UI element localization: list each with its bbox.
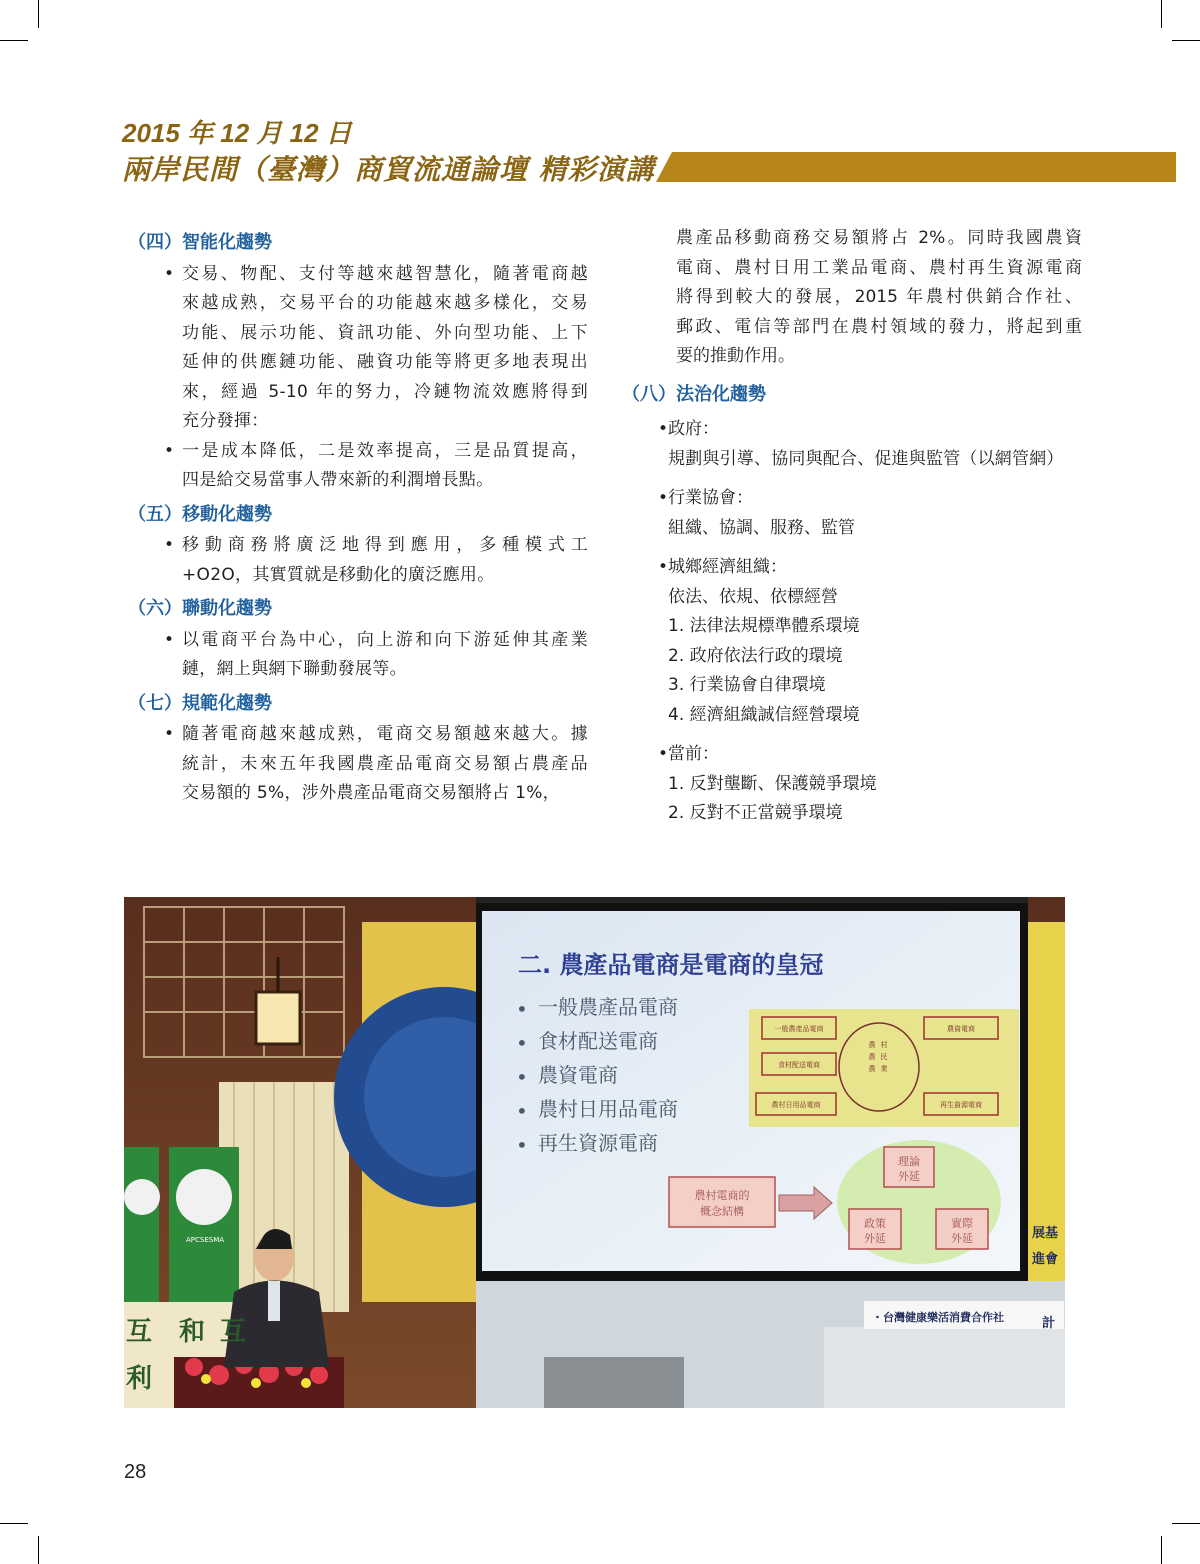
crop-mark (1161, 1536, 1162, 1564)
slide-bullet: 食材配送電商 (538, 1029, 658, 1053)
banner-text: 進會 (1032, 1252, 1059, 1267)
event-photo (124, 897, 1065, 1408)
svg-text:•: • (516, 1065, 528, 1089)
banner-text: 展基 (1032, 1226, 1059, 1241)
circle-box-label: 政策 (864, 1217, 886, 1230)
crop-mark (38, 1536, 39, 1564)
bullet-paragraph (128, 260, 588, 437)
continued-paragraph (622, 224, 1082, 372)
group-label: • 政府： (622, 415, 1082, 445)
text-line: 鏈，網上與網下聯動發展等。 (182, 659, 407, 679)
flag-badge-text: APCSESMA (186, 1236, 225, 1244)
text-line: 統計，未來五年我國農產品電商交易額占農產品 (182, 753, 588, 774)
crop-mark (0, 1523, 28, 1524)
text-line: 充分發揮： (182, 411, 269, 431)
couplet-char: 互 (126, 1317, 153, 1347)
text-line: 要的推動作用。 (676, 346, 795, 366)
crop-mark (1161, 0, 1162, 28)
crop-mark (38, 0, 39, 28)
circle-box-label: 外延 (951, 1232, 973, 1245)
diagram-box-label: 再生資源電商 (940, 1101, 982, 1109)
group-item: 依法、依規、依標經營 (668, 586, 838, 607)
bullet-paragraph (128, 720, 588, 809)
svg-text:•: • (516, 997, 528, 1021)
svg-text:•: • (516, 1133, 528, 1157)
diagram-center-label: 民 (880, 1053, 888, 1061)
group-item: 1. 法律法規標準體系環境 (668, 616, 860, 636)
diagram-box-label: 農村日用品電商 (771, 1101, 821, 1109)
text-line: +O2O，其實質就是移動化的廣泛應用。 (182, 564, 495, 585)
text-line: 郵政、電信等部門在農村領域的發力，將起到重 (676, 316, 1082, 337)
header-date: 2015 年 12 月 12 日 (122, 118, 352, 148)
svg-text:•: • (516, 1031, 528, 1055)
couplet-char: 利 (126, 1364, 153, 1394)
text-line: • 移動商務將廣泛地得到應用，多種模式工 (182, 535, 588, 555)
text-line: 來越成熟，交易平台的功能越來越多樣化，交易 (182, 293, 588, 313)
bullet-paragraph (128, 531, 588, 590)
text-line: 功能、展示功能、資訊功能、外向型功能、上下 (182, 322, 588, 343)
diagram-center-label: 農 (868, 1053, 876, 1061)
diagram-center-label: 農 (868, 1041, 876, 1049)
diagram-box-label: 一般農產品電商 (774, 1025, 824, 1033)
section-heading: （四）智能化趨勢 (128, 232, 272, 253)
diagram-box-label: 食材配送電商 (778, 1061, 820, 1069)
group-text: 組織、協調、服務、監管 (668, 517, 855, 538)
crop-mark (1172, 40, 1200, 41)
couplet-char: 互 (220, 1317, 247, 1347)
text-line: • 以電商平台為中心，向上游和向下游延伸其產業 (182, 629, 588, 650)
diagram-center-label: 業 (880, 1065, 888, 1073)
group-item: 2. 政府依法行政的環境 (668, 645, 843, 666)
concept-box-label: 農村電商的 (694, 1189, 750, 1202)
diagram-box-label: 農資電商 (947, 1025, 975, 1033)
sponsor-text: ・台灣健康樂活消費合作社 (872, 1311, 1004, 1324)
bullet-paragraph (128, 437, 588, 496)
banner-text: 計 (1042, 1316, 1056, 1331)
section-heading: （七）規範化趨勢 (128, 692, 272, 714)
text-line: 來，經過 5-10 年的努力，冷鏈物流效應將得到 (182, 381, 588, 402)
circle-box-label: 理論 (898, 1155, 920, 1168)
text-line: 農產品移動商務交易額將占 2%。同時我國農資 (676, 228, 1082, 248)
svg-text:•: • (516, 1099, 528, 1123)
page-number: 28 (124, 1461, 147, 1483)
slide-bullet: 農資電商 (538, 1063, 618, 1087)
event-photo-illustration (124, 897, 1065, 1408)
group-item: 4. 經濟組織誠信經營環境 (668, 704, 860, 725)
section-heading: （五）移動化趨勢 (128, 503, 272, 525)
circle-box-label: 外延 (898, 1170, 920, 1183)
section-heading: （八）法治化趨勢 (622, 383, 766, 405)
section-heading: （六）聯動化趨勢 (128, 598, 272, 619)
group-item: 2. 反對不正當競爭環境 (668, 803, 843, 823)
group-label: • 當前： (622, 740, 1082, 770)
group-text: 規劃與引導、協同與配合、促進與監管（以網管網） (668, 448, 1064, 469)
concept-box-label: 概念結構 (700, 1205, 744, 1218)
text-line: 交易額的 5%，涉外農產品電商交易額將占 1%， (182, 783, 560, 803)
text-line: 延伸的供應鏈功能、融資功能等將更多地表現出 (182, 352, 588, 372)
couplet-char: 和 (179, 1317, 206, 1347)
right-column (622, 224, 1082, 829)
header-accent-bar (656, 152, 1176, 182)
slide-title: 二. 農產品電商是電商的皇冠 (518, 951, 824, 979)
text-line: • 一是成本降低，二是效率提高，三是品質提高， (182, 440, 588, 461)
text-line: 將得到較大的發展，2015 年農村供銷合作社、 (676, 287, 1082, 307)
crop-mark (0, 40, 28, 41)
crop-mark (1172, 1523, 1200, 1524)
text-line: 四是給交易當事人帶來新的利潤增長點。 (182, 470, 494, 490)
slide-bullet: 農村日用品電商 (538, 1097, 678, 1121)
diagram-center-label: 村 (880, 1041, 888, 1049)
group-item: 3. 行業協會自律環境 (668, 675, 826, 695)
text-line: • 隨著電商越來越成熟，電商交易額越來越大。據 (182, 724, 588, 744)
slide-bullet: 再生資源電商 (538, 1131, 658, 1155)
diagram-center-label: 農 (868, 1065, 876, 1073)
bullet-paragraph (128, 626, 588, 685)
group-item: 1. 反對壟斷、保護競爭環境 (668, 773, 877, 794)
text-line: • 交易、物配、支付等越來越智慧化，隨著電商越 (182, 263, 588, 284)
header-title: 兩岸民間（臺灣）商貿流通論壇 精彩演講 (122, 153, 655, 186)
group-label: • 行業協會： (622, 484, 1082, 514)
left-column (128, 224, 588, 809)
group-label: • 城鄉經濟組織： (622, 553, 1082, 583)
slide-bullet: 一般農產品電商 (538, 995, 678, 1019)
text-line: 電商、農村日用工業品電商、農村再生資源電商 (676, 257, 1082, 278)
circle-box-label: 外延 (864, 1232, 886, 1245)
circle-box-label: 實際 (951, 1217, 973, 1230)
